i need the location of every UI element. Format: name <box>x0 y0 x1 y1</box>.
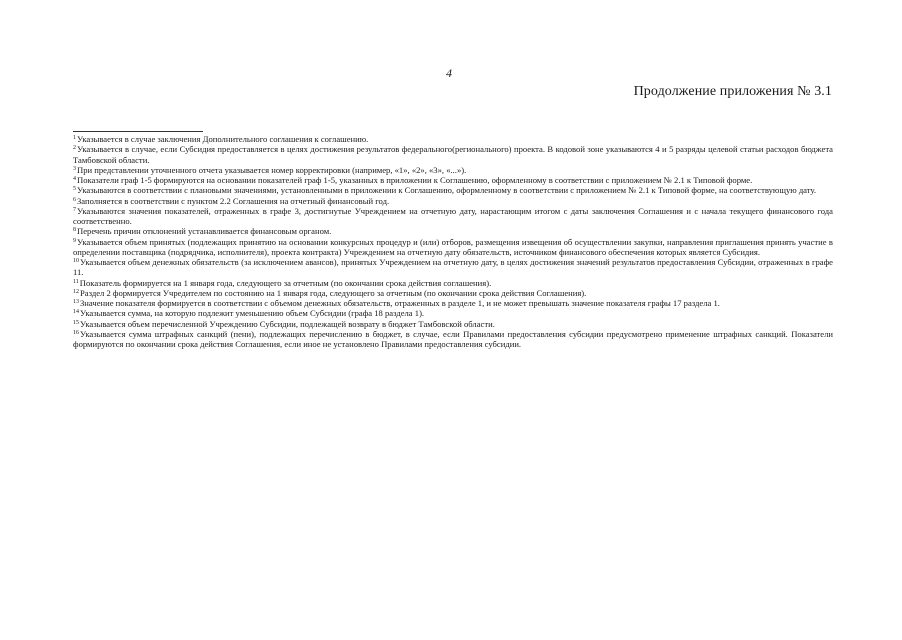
footnote-marker: 6 <box>73 196 76 203</box>
footnote-12 <box>73 288 833 298</box>
footnote-marker: 10 <box>73 258 79 264</box>
footnote-text: Показатель формируется на 1 января года, следующего за отчетным (по окончании срока действия соглашения). <box>79 277 492 288</box>
footnote-5 <box>73 185 833 195</box>
footnote-15 <box>73 319 833 329</box>
footnote-1 <box>73 134 833 144</box>
footnote-11 <box>73 278 833 288</box>
footnote-text: Указывается объем перечисленной Учреждению Субсидии, подлежащей возврату в бюджет Тамбовской области. <box>80 318 495 329</box>
footnote-text: Указывается в случае заключения Дополнительного соглашения к соглашению. <box>77 134 369 144</box>
footnote-9 <box>73 237 833 258</box>
footnote-16 <box>73 329 833 350</box>
footnote-marker: 14 <box>73 309 79 316</box>
footnote-marker: 11 <box>73 278 79 285</box>
footnote-text: При представлении уточненного отчета указывается номер корректировки (например, «1», «2», «3», «...»). <box>77 164 467 175</box>
footnote-13 <box>73 298 833 308</box>
footnote-text: Перечень причин отклонений устанавливается финансовым органом. <box>77 226 332 237</box>
footnote-10 <box>73 257 833 278</box>
footnote-text: Заполняется в соответствии с пунктом 2.2 Соглашения на отчетный финансовый год. <box>77 195 390 206</box>
footnote-marker: 2 <box>73 145 76 152</box>
footnotes-block <box>73 134 833 349</box>
footnote-marker: 7 <box>73 206 76 213</box>
footnote-marker: 4 <box>73 176 76 182</box>
footnote-marker: 16 <box>73 329 79 336</box>
footnote-marker: 8 <box>73 227 76 234</box>
footnote-marker: 3 <box>73 165 76 172</box>
footnote-marker: 12 <box>73 288 79 295</box>
footnote-text: Указывается сумма штрафных санкций (пени), подлежащих перечислению в бюджет, в случае, если Правилами предоставления субсидии предусмотрено применение штрафных санкций. Показатели формируются по окончании срока действия Соглашения, если иное не установлено Правилами предоставления субсидии. <box>73 328 833 349</box>
footnote-marker: 13 <box>73 299 79 305</box>
footnote-14 <box>73 308 833 318</box>
footnote-7 <box>73 206 833 227</box>
footnote-separator <box>73 131 203 132</box>
footnote-text: Показатели граф 1-5 формируются на основании показателей граф 1-5, указанных в приложении к Соглашению, оформленному в соответствии с приложением № 2.1 к Типовой форме. <box>77 175 753 185</box>
page-number: 4 <box>446 66 452 80</box>
footnote-text: Значение показателя формируется в соответствии с объемом денежных обязательств, отраженных в разделе 1, и не может превышать значение показателя графы 17 раздела 1. <box>80 298 720 308</box>
footnote-4 <box>73 175 833 185</box>
footnote-marker: 9 <box>73 237 76 244</box>
footnote-text: Указывается объем принятых (подлежащих принятию на основании конкурсных процедур и (или) отборов, размещения извещения об осуществлении закупки, направления приглашения принять участие в определении поставщика (подрядчика, исполнителя), проекта контракта) Учреждением на отчетную дату обязательств, источником финансового обеспечения которых является Субсидия. <box>73 236 833 257</box>
footnote-marker: 1 <box>73 135 76 141</box>
footnote-text: Указывается объем денежных обязательств (за исключением авансов), принятых Учреждением на отчетную дату, в целях достижения значений результатов предоставления Субсидии, отраженных в графе 11. <box>73 257 833 278</box>
footnote-text: Раздел 2 формируется Учредителем по состоянию на 1 января года, следующего за отчетным (по окончании срока действия Соглашения). <box>80 287 587 298</box>
footnote-8 <box>73 226 833 236</box>
footnote-marker: 5 <box>73 186 76 193</box>
footnote-text: Указываются значения показателей, отраженных в графе 3, достигнутые Учреждением на отчетную дату, нарастающим итогом с даты заключения Соглашения и с начала текущего финансового года соответственно. <box>73 205 833 226</box>
footnote-2 <box>73 144 833 165</box>
footnote-6 <box>73 196 833 206</box>
footnote-text: Указывается в случае, если Субсидия предоставляется в целях достижения результатов федерального(регионального) проекта. В кодовой зоне указываются 4 и 5 разряды целевой статьи расходов бюджета Тамбовской области. <box>73 144 833 165</box>
footnote-text: Указывается сумма, на которую подлежит уменьшению объем Субсидии (графа 18 раздела 1). <box>80 308 425 319</box>
footnote-3 <box>73 165 833 175</box>
footnote-marker: 15 <box>73 319 79 326</box>
appendix-continuation-title: Продолжение приложения № 3.1 <box>633 84 832 99</box>
footnote-text: Указываются в соответствии с плановыми значениями, установленными в приложении к Соглашению, оформленному в соответствии с приложением № 2.1 к Типовой форме, на соответствующую дату. <box>77 185 817 196</box>
